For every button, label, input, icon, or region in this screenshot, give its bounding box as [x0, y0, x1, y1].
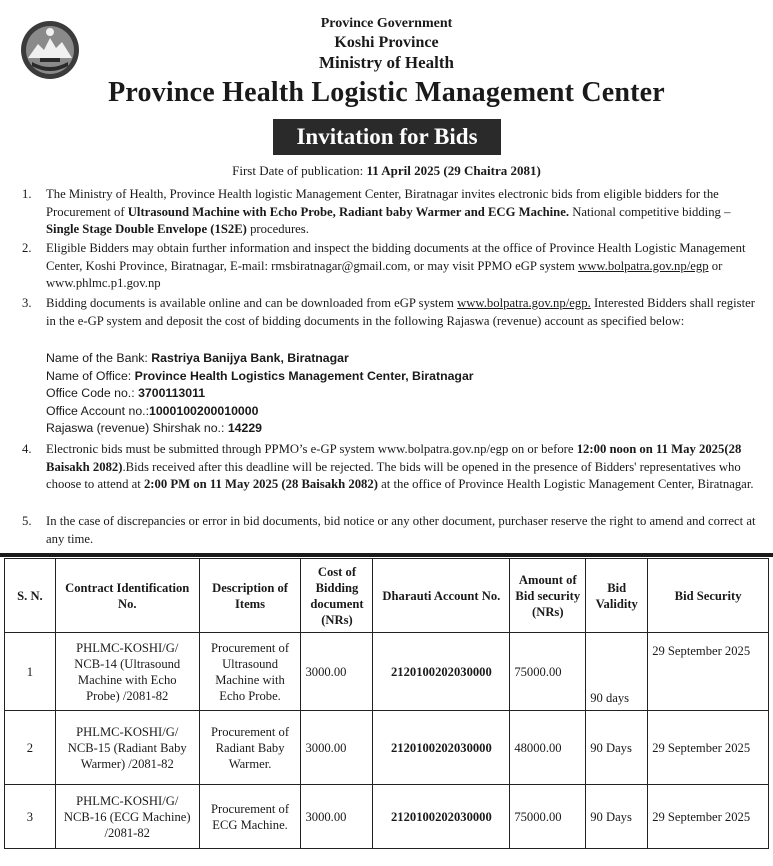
paragraph-1	[22, 186, 764, 239]
procedure-type: Single Stage Double Envelope (1S2E)	[46, 222, 247, 236]
shirshak-row	[46, 420, 474, 438]
cell-sn: 1	[5, 633, 56, 711]
paragraph-2	[22, 240, 764, 293]
section-divider	[0, 553, 773, 557]
field-label: Office Account no.:	[46, 403, 149, 418]
cell-contract: PHLMC-KOSHI/G/ NCB-15 (Radiant Baby Warmer) /2081-82	[55, 711, 199, 785]
cell-cost: 3000.00	[301, 785, 373, 849]
cell-dharauti: 2120100202030000	[373, 711, 510, 785]
procurement-items: Ultrasound Machine with Echo Probe, Radiant baby Warmer and ECG Machine.	[127, 204, 570, 219]
cell-description: Procurement of ECG Machine.	[199, 785, 301, 849]
paragraph-number: 4.	[22, 442, 32, 456]
cell-description: Procurement of Radiant Baby Warmer.	[199, 711, 301, 785]
bank-details	[46, 350, 474, 438]
cell-validity: 90 days	[586, 633, 648, 711]
cell-sn: 2	[5, 711, 56, 785]
text-segment: Electronic bids must be submitted through PPMO’s e-GP system www.bolpatra.gov.np/egp on or before	[46, 442, 577, 456]
table-row	[5, 711, 769, 785]
paragraph-number: 1.	[22, 187, 32, 201]
cell-contract: PHLMC-KOSHI/G/ NCB-16 (ECG Machine) /2081-82	[55, 785, 199, 849]
paragraph-number: 5.	[22, 514, 32, 528]
government-heading: Province Government	[320, 16, 453, 31]
text-segment: Bidding documents is available online and can be downloaded from eGP system	[46, 296, 458, 310]
bank-name-row	[46, 350, 474, 368]
header-description: Description of Items	[199, 559, 301, 633]
cell-amount: 75000.00	[510, 785, 586, 849]
egp-link[interactable]: www.bolpatra.gov.np/egp.	[457, 296, 591, 310]
cell-dharauti: 2120100202030000	[373, 633, 510, 711]
paragraph-text	[46, 240, 764, 293]
egp-link[interactable]: www.bolpatra.gov.np/egp	[578, 258, 709, 273]
field-value: 3700113011	[138, 386, 206, 401]
field-label: Office Code no.:	[46, 386, 139, 401]
paragraph-text	[46, 441, 764, 494]
table-row	[5, 785, 769, 849]
cell-contract: PHLMC-KOSHI/G/ NCB-14 (Ultrasound Machine with Echo Probe) /2081-82	[55, 633, 199, 711]
field-value: 14229	[227, 421, 263, 436]
notice-title-banner: Invitation for Bids	[273, 119, 501, 155]
paragraph-4	[22, 441, 764, 494]
header-validity: Bid Validity	[586, 559, 648, 633]
cell-validity: 90 Days	[586, 711, 648, 785]
cell-description: Procurement of Ultrasound Machine with Echo Probe.	[199, 633, 301, 711]
paragraph-text	[46, 295, 764, 330]
header-contract: Contract Identification No.	[55, 559, 199, 633]
publication-line	[0, 163, 773, 179]
cell-security: 29 September 2025	[648, 711, 769, 785]
bids-table	[4, 558, 769, 849]
text-segment: Interested Bidders shall register in the e-GP system and deposit the cost of bidding documents in the following Rajaswa (revenue) account as specified below:	[46, 296, 755, 328]
field-value: Rastriya Banijya Bank, Biratnagar	[151, 351, 349, 365]
publication-label: First Date of publication:	[232, 163, 364, 178]
paragraph-3	[22, 295, 764, 330]
cell-sn: 3	[5, 785, 56, 849]
header-amount: Amount of Bid security (NRs)	[510, 559, 586, 633]
submission-deadline: 12:00 noon on 11 May 2025(28 Baisakh 2082)	[46, 442, 742, 474]
paragraph-text	[46, 186, 764, 239]
field-value: 1000100200010000	[149, 403, 259, 418]
text-segment: or www.phlmc.p1.gov.np	[46, 258, 723, 290]
text-segment: at the office of Province Health Logistic Management Center, Biratnagar.	[377, 477, 754, 491]
header-cost: Cost of Bidding document (NRs)	[301, 559, 373, 633]
cell-dharauti: 2120100202030000	[373, 785, 510, 849]
field-label: Name of the Bank:	[46, 351, 152, 365]
text-segment: The Ministry of Health, Province Health logistic Management Center, Biratnagar invites electronic bids from eligible bidders for the Procurement of	[46, 187, 719, 219]
header-security: Bid Security	[648, 559, 769, 633]
office-name-row	[46, 368, 474, 386]
cell-amount: 75000.00	[510, 633, 586, 711]
field-value: Province Health Logistics Management Center, Biratnagar	[134, 368, 474, 383]
office-account-row	[46, 403, 474, 421]
cell-cost: 3000.00	[301, 711, 373, 785]
cell-cost: 3000.00	[301, 633, 373, 711]
table-header-row	[5, 559, 769, 633]
header-dharauti: Dharauti Account No.	[373, 559, 510, 633]
text-segment: Eligible Bidders may obtain further information and inspect the bidding documents at the office of Province Health Logistic Management Center, Koshi Province, Biratnagar, E-mail: rmsbiratnagar@gmail.com, or may visit PPMO eGP system	[46, 241, 746, 273]
ministry-heading: Ministry of Health	[318, 53, 455, 72]
text-segment: .Bids received after this deadline will be rejected. The bids will be opened in the presence of Bidders' representatives who choose to attend at	[46, 459, 741, 491]
table-row	[5, 633, 769, 711]
opening-time: 2:00 PM on 11 May 2025 (28 Baisakh 2082)	[143, 477, 378, 491]
cell-security: 29 September 2025	[648, 785, 769, 849]
text-segment: procedures.	[246, 222, 309, 236]
publication-date: 11 April 2025 (29 Chaitra 2081)	[366, 163, 541, 178]
field-label: Rajaswa (revenue) Shirshak no.:	[46, 421, 228, 436]
paragraph-number: 3.	[22, 296, 32, 310]
paragraph-number: 2.	[22, 241, 32, 255]
cell-validity: 90 Days	[586, 785, 648, 849]
cell-amount: 48000.00	[510, 711, 586, 785]
office-code-row	[46, 385, 474, 403]
paragraph-5	[22, 513, 764, 548]
field-label: Name of Office:	[46, 368, 135, 383]
center-title: Province Health Logistic Management Center	[108, 77, 665, 108]
cell-security: 29 September 2025	[648, 633, 769, 711]
text-segment: National competitive bidding –	[569, 204, 731, 219]
header-sn: S. N.	[5, 559, 56, 633]
province-heading: Koshi Province	[334, 34, 439, 51]
paragraph-text: In the case of discrepancies or error in bid documents, bid notice or any other document, purchaser reserve the right to amend and correct at any time.	[46, 514, 756, 546]
